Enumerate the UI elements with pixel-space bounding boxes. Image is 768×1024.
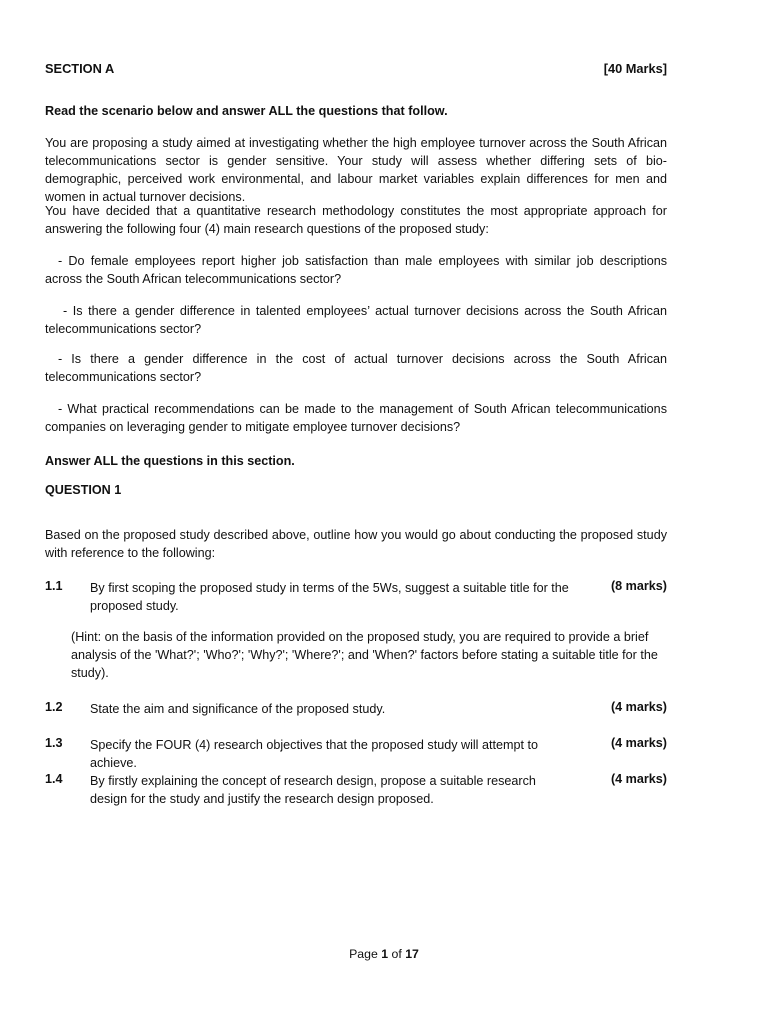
section-title: SECTION A [45, 61, 115, 76]
research-question-2: - Is there a gender difference in talented employees’ actual turnover decisions across the South African telecommunications sector? [45, 304, 667, 336]
question-text: Specify the FOUR (4) research objectives that the proposed study will attempt to achieve. [90, 738, 538, 770]
question-hint: (Hint: on the basis of the information provided on the proposed study, you are required to provide a brief analysis of the 'What?'; 'Who?'; 'Why?'; 'Where?'; and 'When?' factors before stating a suitable title for the study). [71, 630, 658, 680]
answer-all-instruction: Answer ALL the questions in this section. [45, 454, 295, 468]
research-question-1: - Do female employees report higher job satisfaction than male employees with similar job descriptions across the South African telecommunications sector? [45, 254, 667, 286]
question-item-1-3 [45, 736, 667, 770]
page-footer [0, 947, 768, 961]
scenario-paragraph-2: You have decided that a quantitative research methodology constitutes the most appropriate approach for answering the following four (4) main research questions of the proposed study: [45, 204, 667, 236]
total-pages: 17 [405, 947, 419, 961]
question-intro: Based on the proposed study described above, outline how you would go about conducting the proposed study with reference to the following: [45, 528, 667, 560]
research-question-3: - Is there a gender difference in the cost of actual turnover decisions across the South African telecommunications sector? [45, 352, 667, 384]
question-number: 1.1 [45, 579, 63, 593]
question-text: State the aim and significance of the proposed study. [90, 702, 386, 716]
research-question-4: - What practical recommendations can be made to the management of South African telecommunications companies on leveraging gender to mitigate employee turnover decisions? [45, 402, 667, 434]
section-marks: [40 Marks] [603, 61, 667, 76]
question-marks: (4 marks) [610, 772, 667, 786]
page-label: Page [349, 947, 382, 961]
question-item-1-4 [45, 772, 667, 812]
question-text: By firstly explaining the concept of research design, propose a suitable research design for the study and justify the research design proposed. [90, 774, 536, 806]
current-page: 1 [381, 947, 389, 961]
question-number: 1.3 [45, 736, 63, 750]
question-text: By first scoping the proposed study in terms of the 5Ws, suggest a suitable title for the proposed study. [90, 581, 569, 613]
question-item-1-1 [45, 579, 667, 619]
question-number: 1.2 [45, 700, 63, 714]
question-item-1-2 [45, 700, 667, 720]
question-marks: (4 marks) [610, 736, 667, 750]
page-of: of [388, 947, 406, 961]
instruction: Read the scenario below and answer ALL the questions that follow. [45, 104, 448, 118]
question-title: QUESTION 1 [45, 483, 122, 497]
scenario-paragraph-1: You are proposing a study aimed at investigating whether the high employee turnover across the South African telecommunications sector is gender sensitive. Your study will assess whether differing sets of bio-demographic, perceived work environmental, and labour market variables explain differences for men and women in actual turnover decisions. [45, 136, 667, 204]
question-marks: (4 marks) [610, 700, 667, 714]
question-number: 1.4 [45, 772, 63, 786]
question-marks: (8 marks) [610, 579, 667, 593]
